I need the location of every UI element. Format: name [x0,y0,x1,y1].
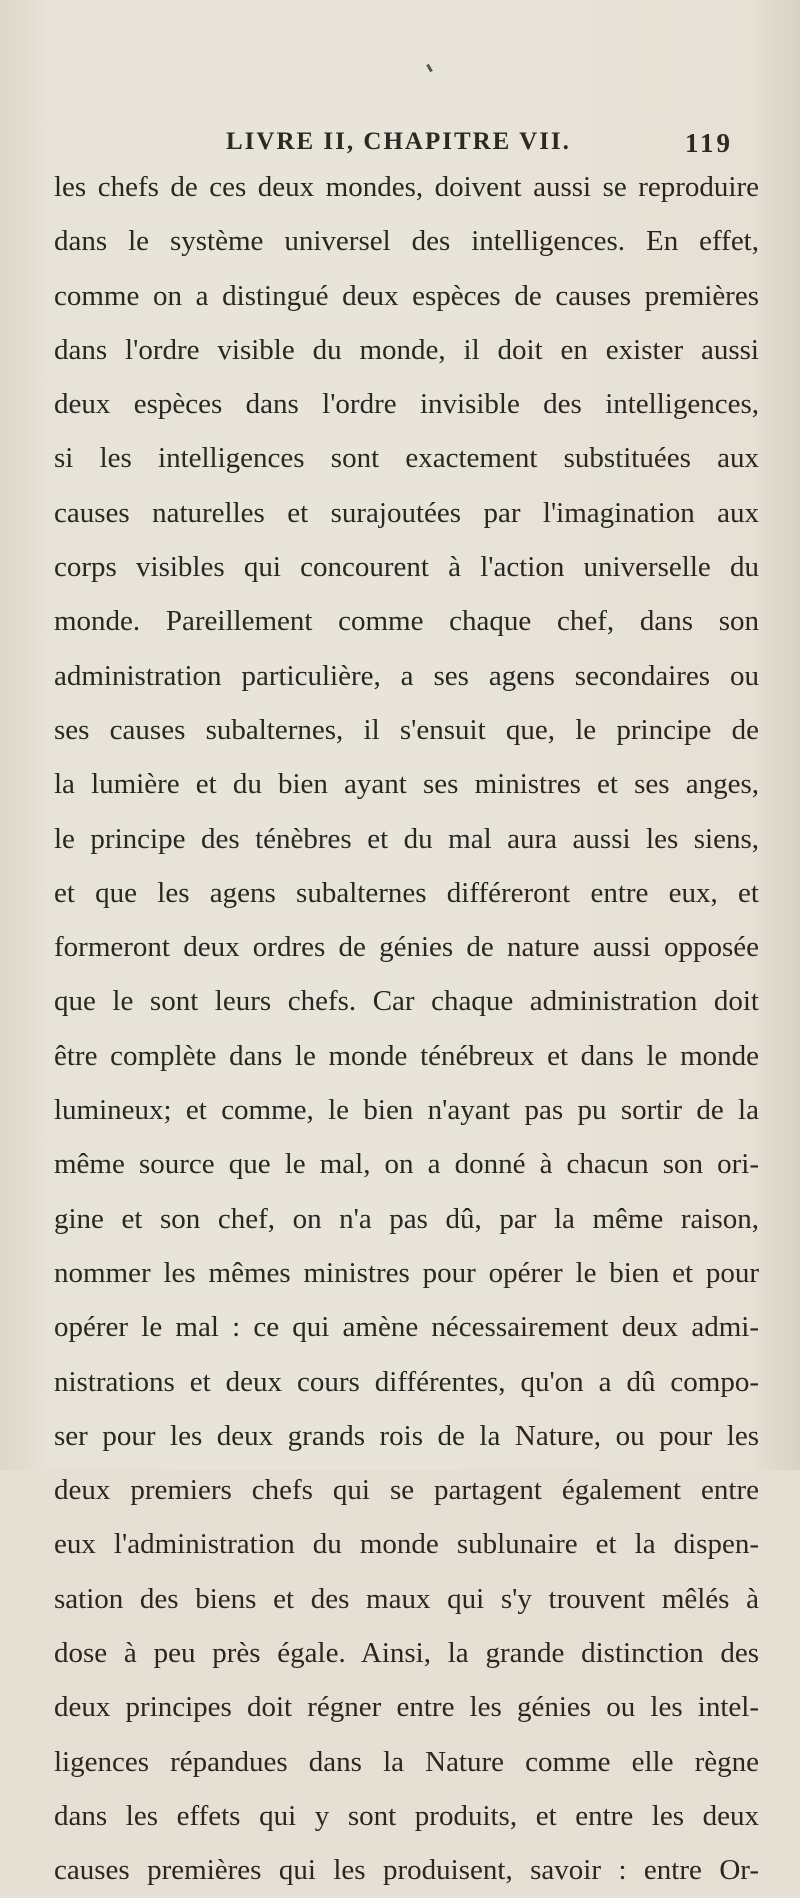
text-line: dans le système universel des intelligences. En effet, [54,225,759,258]
text-line: formeront deux ordres de génies de nature aussi opposée [54,931,759,964]
running-head: LIVRE II, CHAPITRE VII. [226,128,571,155]
text-line: causes premières qui les produisent, savoir : entre Or- [54,1854,759,1887]
text-line: le principe des ténèbres et du mal aura aussi les siens, [54,822,759,855]
text-line: eux l'administration du monde sublunaire et la dispen- [54,1528,759,1561]
text-line: dans l'ordre visible du monde, il doit en exister aussi [54,333,759,366]
text-line: causes naturelles et surajoutées par l'imagination aux [54,496,759,529]
ink-mark [426,64,433,72]
text-line: dose à peu près égale. Ainsi, la grande distinction des [54,1637,759,1670]
text-line: sation des biens et des maux qui s'y trouvent mêlés à [54,1582,759,1615]
body-text [54,160,759,1898]
text-line: nommer les mêmes ministres pour opérer le bien et pour [54,1256,759,1289]
text-line: les chefs de ces deux mondes, doivent aussi se reproduire [54,171,759,203]
text-line: ses causes subalternes, il s'ensuit que, le principe de [54,713,759,746]
text-line: opérer le mal : ce qui amène nécessairement deux admi- [54,1311,759,1344]
text-line: et que les agens subalternes différeront entre eux, et [54,876,759,909]
text-line: dans les effets qui y sont produits, et entre les deux [54,1799,759,1832]
text-line: deux premiers chefs qui se partagent également entre [54,1474,759,1507]
text-line: corps visibles qui concourent à l'action universelle du [54,551,759,584]
text-line: ligences répandues dans la Nature comme elle règne [54,1745,759,1778]
page-number: 119 [685,128,734,158]
text-line: ser pour les deux grands rois de la Nature, ou pour les [54,1419,759,1452]
text-line: gine et son chef, on n'a pas dû, par la même raison, [54,1202,759,1235]
text-line: être complète dans le monde ténébreux et dans le monde [54,1039,759,1072]
text-line: si les intelligences sont exactement substituées aux [54,442,759,475]
text-line: comme on a distingué deux espèces de causes premières [54,279,759,312]
text-line: que le sont leurs chefs. Car chaque administration doit [54,985,759,1018]
text-line: la lumière et du bien ayant ses ministres et ses anges, [54,768,759,801]
text-line: même source que le mal, on a donné à chacun son ori- [54,1148,759,1181]
text-line: deux principes doit régner entre les génies ou les intel- [54,1691,759,1724]
text-line: lumineux; et comme, le bien n'ayant pas pu sortir de la [54,1094,759,1127]
text-line: nistrations et deux cours différentes, qu'on a dû compo- [54,1365,759,1398]
text-line: administration particulière, a ses agens secondaires ou [54,659,759,692]
text-line: monde. Pareillement comme chaque chef, dans son [54,605,759,638]
text-line: deux espèces dans l'ordre invisible des intelligences, [54,388,759,421]
